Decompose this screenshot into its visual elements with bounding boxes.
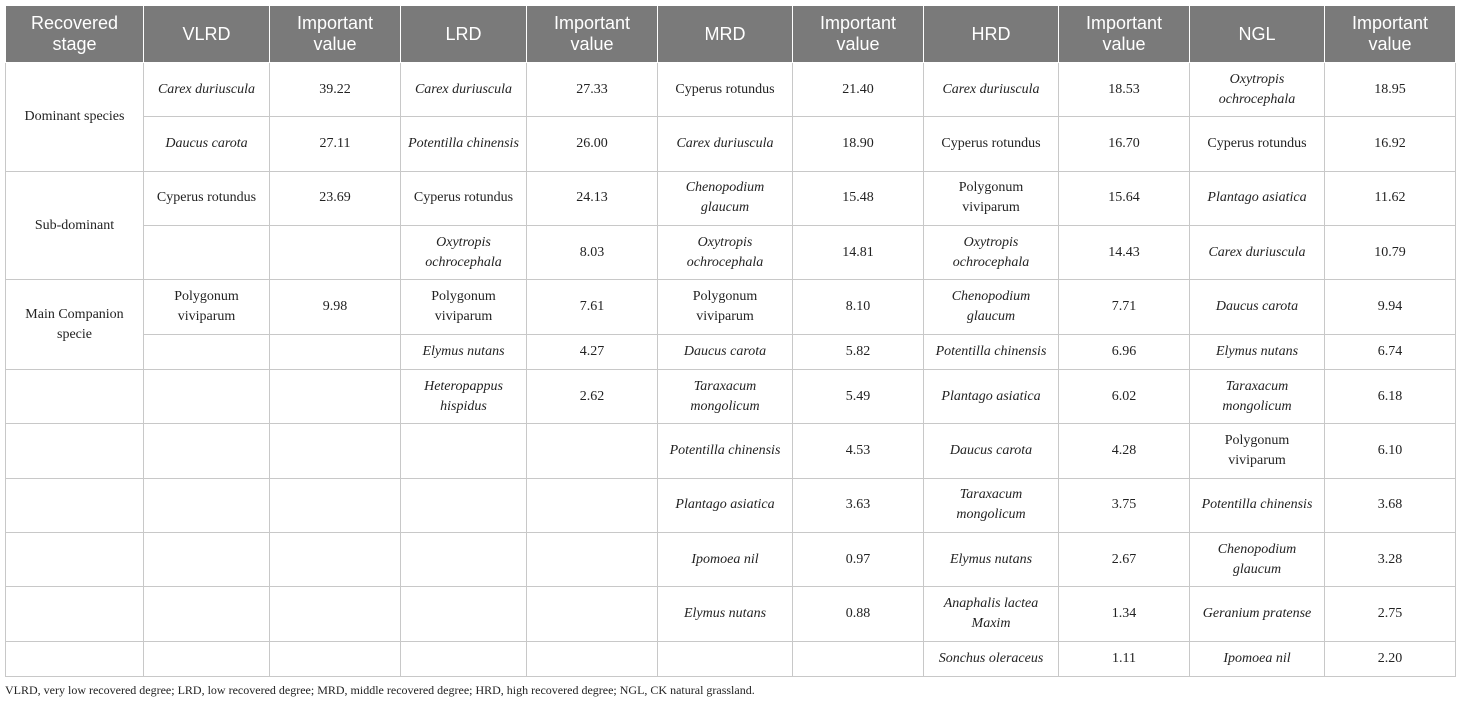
species-cell: Daucus carota	[144, 117, 270, 171]
species-cell: Carex duriuscula	[401, 63, 527, 117]
value-cell: 16.70	[1059, 117, 1190, 171]
value-cell	[527, 587, 658, 641]
table-row	[6, 117, 1456, 171]
table-row	[6, 171, 1456, 225]
species-cell: Polygonum viviparum	[1190, 424, 1325, 478]
value-cell: 21.40	[793, 63, 924, 117]
species-cell: Taraxacum mongolicum	[658, 369, 793, 423]
value-cell: 27.33	[527, 63, 658, 117]
species-cell	[144, 532, 270, 586]
species-cell: Oxytropis ochrocephala	[401, 226, 527, 280]
species-cell: Elymus nutans	[401, 334, 527, 369]
species-cell: Cyperus rotundus	[144, 171, 270, 225]
value-cell: 1.34	[1059, 587, 1190, 641]
header-mrd: MRD	[658, 6, 793, 63]
value-cell: 18.53	[1059, 63, 1190, 117]
value-cell	[527, 532, 658, 586]
species-cell: Carex duriuscula	[658, 117, 793, 171]
species-cell: Carex duriuscula	[924, 63, 1059, 117]
species-cell: Cyperus rotundus	[1190, 117, 1325, 171]
species-cell: Ipomoea nil	[658, 532, 793, 586]
value-cell: 9.98	[270, 280, 401, 334]
header-value-ngl: Important value	[1325, 6, 1456, 63]
species-cell: Cyperus rotundus	[924, 117, 1059, 171]
species-cell: Oxytropis ochrocephala	[658, 226, 793, 280]
stage-cell-empty	[6, 478, 144, 532]
stage-cell-empty	[6, 424, 144, 478]
table-row	[6, 424, 1456, 478]
stage-cell-empty	[6, 532, 144, 586]
species-cell: Potentilla chinensis	[1190, 478, 1325, 532]
species-cell: Polygonum viviparum	[658, 280, 793, 334]
value-cell: 8.03	[527, 226, 658, 280]
species-cell: Polygonum viviparum	[401, 280, 527, 334]
value-cell	[270, 334, 401, 369]
value-cell: 6.10	[1325, 424, 1456, 478]
table-row	[6, 369, 1456, 423]
species-cell: Cyperus rotundus	[401, 171, 527, 225]
species-cell: Oxytropis ochrocephala	[1190, 63, 1325, 117]
stage-cell-empty	[6, 587, 144, 641]
header-ngl: NGL	[1190, 6, 1325, 63]
table-row	[6, 478, 1456, 532]
value-cell: 2.62	[527, 369, 658, 423]
value-cell: 6.18	[1325, 369, 1456, 423]
value-cell: 6.02	[1059, 369, 1190, 423]
species-cell: Potentilla chinensis	[401, 117, 527, 171]
value-cell: 39.22	[270, 63, 401, 117]
value-cell: 14.81	[793, 226, 924, 280]
species-cell	[144, 424, 270, 478]
value-cell: 11.62	[1325, 171, 1456, 225]
species-cell: Heteropappus hispidus	[401, 369, 527, 423]
species-cell: Plantago asiatica	[924, 369, 1059, 423]
species-cell: Elymus nutans	[924, 532, 1059, 586]
value-cell	[270, 587, 401, 641]
species-cell	[658, 641, 793, 676]
species-cell: Taraxacum mongolicum	[924, 478, 1059, 532]
value-cell: 3.68	[1325, 478, 1456, 532]
species-cell: Taraxacum mongolicum	[1190, 369, 1325, 423]
species-cell: Chenopodium glaucum	[924, 280, 1059, 334]
value-cell	[270, 369, 401, 423]
value-cell: 2.67	[1059, 532, 1190, 586]
value-cell: 18.90	[793, 117, 924, 171]
value-cell: 14.43	[1059, 226, 1190, 280]
value-cell	[527, 478, 658, 532]
header-row	[6, 6, 1456, 63]
header-hrd: HRD	[924, 6, 1059, 63]
species-cell: Ipomoea nil	[1190, 641, 1325, 676]
value-cell	[270, 641, 401, 676]
species-cell: Elymus nutans	[1190, 334, 1325, 369]
species-cell: Polygonum viviparum	[924, 171, 1059, 225]
species-cell: Polygonum viviparum	[144, 280, 270, 334]
value-cell: 10.79	[1325, 226, 1456, 280]
species-cell: Cyperus rotundus	[658, 63, 793, 117]
value-cell: 7.61	[527, 280, 658, 334]
value-cell: 23.69	[270, 171, 401, 225]
value-cell: 15.64	[1059, 171, 1190, 225]
value-cell: 3.63	[793, 478, 924, 532]
value-cell	[270, 226, 401, 280]
value-cell: 6.74	[1325, 334, 1456, 369]
species-cell: Plantago asiatica	[658, 478, 793, 532]
value-cell: 5.82	[793, 334, 924, 369]
stage-companion: Main Companion specie	[6, 280, 144, 370]
header-value-hrd: Important value	[1059, 6, 1190, 63]
species-cell	[144, 641, 270, 676]
species-cell: Elymus nutans	[658, 587, 793, 641]
species-cell	[144, 587, 270, 641]
table-footnote: VLRD, very low recovered degree; LRD, low recovered degree; MRD, middle recovered degree; HRD, high recovered degree; NGL, CK natural grassland.	[5, 683, 755, 697]
species-cell: Chenopodium glaucum	[658, 171, 793, 225]
value-cell: 4.53	[793, 424, 924, 478]
species-cell: Daucus carota	[658, 334, 793, 369]
stage-cell-empty	[6, 641, 144, 676]
value-cell: 3.75	[1059, 478, 1190, 532]
stage-dominant: Dominant species	[6, 63, 144, 172]
value-cell: 5.49	[793, 369, 924, 423]
species-cell: Daucus carota	[924, 424, 1059, 478]
value-cell: 26.00	[527, 117, 658, 171]
species-cell: Oxytropis ochrocephala	[924, 226, 1059, 280]
species-cell	[401, 532, 527, 586]
table-row	[6, 334, 1456, 369]
stage-cell-empty	[6, 369, 144, 423]
table-row	[6, 587, 1456, 641]
value-cell: 9.94	[1325, 280, 1456, 334]
species-table	[5, 5, 1456, 677]
value-cell: 8.10	[793, 280, 924, 334]
value-cell: 4.27	[527, 334, 658, 369]
value-cell: 0.97	[793, 532, 924, 586]
value-cell: 3.28	[1325, 532, 1456, 586]
value-cell: 4.28	[1059, 424, 1190, 478]
species-cell	[401, 641, 527, 676]
header-vlrd: VLRD	[144, 6, 270, 63]
table-row	[6, 63, 1456, 117]
stage-subdominant: Sub-dominant	[6, 171, 144, 280]
species-cell: Sonchus oleraceus	[924, 641, 1059, 676]
value-cell: 16.92	[1325, 117, 1456, 171]
value-cell: 7.71	[1059, 280, 1190, 334]
value-cell	[527, 424, 658, 478]
species-cell: Plantago asiatica	[1190, 171, 1325, 225]
value-cell: 2.75	[1325, 587, 1456, 641]
value-cell	[270, 478, 401, 532]
value-cell: 2.20	[1325, 641, 1456, 676]
value-cell	[270, 532, 401, 586]
header-value-vlrd: Important value	[270, 6, 401, 63]
value-cell: 18.95	[1325, 63, 1456, 117]
value-cell: 1.11	[1059, 641, 1190, 676]
species-cell	[144, 334, 270, 369]
table-row	[6, 280, 1456, 334]
header-value-mrd: Important value	[793, 6, 924, 63]
species-cell: Chenopodium glaucum	[1190, 532, 1325, 586]
table-row	[6, 532, 1456, 586]
species-cell: Potentilla chinensis	[658, 424, 793, 478]
value-cell: 24.13	[527, 171, 658, 225]
value-cell	[793, 641, 924, 676]
species-cell: Anaphalis lactea Maxim	[924, 587, 1059, 641]
species-cell	[401, 587, 527, 641]
table-row	[6, 226, 1456, 280]
header-stage: Recovered stage	[6, 6, 144, 63]
species-cell	[144, 478, 270, 532]
value-cell: 0.88	[793, 587, 924, 641]
species-cell	[401, 424, 527, 478]
species-cell: Potentilla chinensis	[924, 334, 1059, 369]
species-cell: Geranium pratense	[1190, 587, 1325, 641]
species-cell	[144, 226, 270, 280]
header-lrd: LRD	[401, 6, 527, 63]
header-value-lrd: Important value	[527, 6, 658, 63]
value-cell	[270, 424, 401, 478]
species-cell	[401, 478, 527, 532]
table-row	[6, 641, 1456, 676]
species-cell	[144, 369, 270, 423]
value-cell	[527, 641, 658, 676]
value-cell: 15.48	[793, 171, 924, 225]
species-cell: Carex duriuscula	[144, 63, 270, 117]
value-cell: 27.11	[270, 117, 401, 171]
species-cell: Daucus carota	[1190, 280, 1325, 334]
value-cell: 6.96	[1059, 334, 1190, 369]
species-cell: Carex duriuscula	[1190, 226, 1325, 280]
